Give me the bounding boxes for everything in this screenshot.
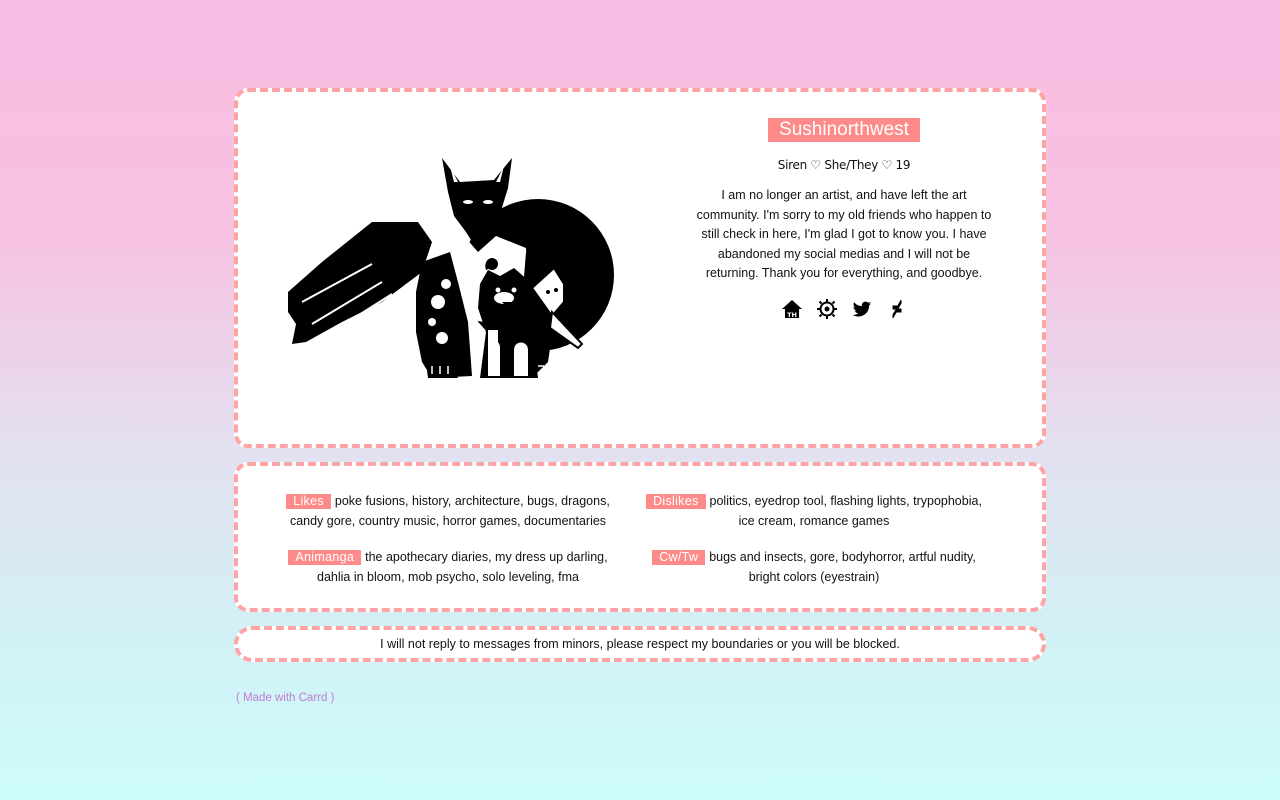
dislikes-section [642, 492, 986, 531]
cwtw-section [642, 548, 986, 587]
deviantart-icon[interactable] [886, 298, 908, 320]
dislikes-tag: Dislikes [646, 494, 705, 509]
profile-name: Sushinorthwest [768, 118, 920, 142]
profile-info [692, 118, 996, 320]
profile-subtitle: Siren ♡ She/They ♡ 19 [777, 158, 911, 172]
toyhouse-icon[interactable] [781, 298, 803, 320]
interests-card [234, 462, 1046, 612]
svg-text:TH: TH [786, 310, 797, 319]
twitter-icon[interactable] [851, 298, 873, 320]
splatter-icon[interactable] [816, 298, 838, 320]
animanga-section [276, 548, 620, 587]
likes-section [276, 492, 620, 531]
likes-tag: Likes [286, 494, 331, 509]
profile-artwork [282, 152, 622, 392]
likes-text: poke fusions, history, architecture, bugs, dragons, candy gore, country music, horror games, documentaries [289, 494, 610, 528]
dislikes-text: politics, eyedrop tool, flashing lights, trypophobia, ice cream, romance games [709, 494, 982, 528]
cwtw-tag: Cw/Tw [652, 550, 705, 565]
animanga-tag: Animanga [288, 550, 361, 565]
notice-card [234, 626, 1046, 662]
dragon-silhouette-image [282, 152, 622, 392]
profile-bio: I am no longer an artist, and have left the art community. I'm sorry to my old friends who happen to still check in here, I'm glad I got to know you. I have abandoned my social medias and I will not be returning. Thank you for everything, and goodbye. [696, 188, 992, 280]
cwtw-text: bugs and insects, gore, bodyhorror, artful nudity, bright colors (eyestrain) [709, 550, 976, 584]
notice-text: I will not reply to messages from minors, please respect my boundaries or you will be blocked. [380, 637, 900, 651]
made-with-carrd-link[interactable]: ( Made with Carrd ) [236, 692, 335, 704]
social-links [692, 298, 996, 320]
animanga-text: the apothecary diaries, my dress up darling, dahlia in bloom, mob psycho, solo leveling, fma [317, 550, 608, 584]
profile-card [234, 88, 1046, 448]
